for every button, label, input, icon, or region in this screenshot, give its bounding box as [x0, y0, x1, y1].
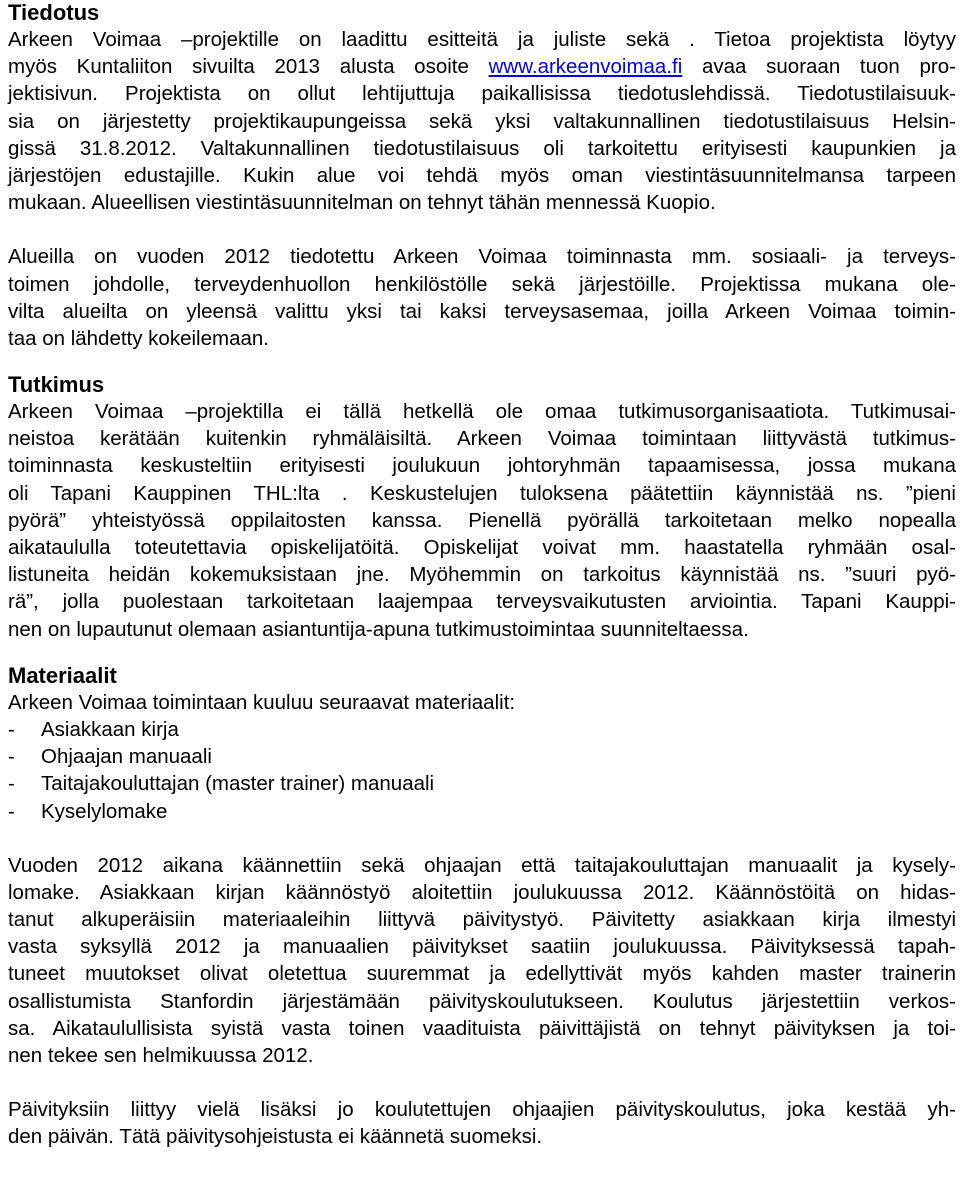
- text-line: mukaan. Alueellisen viestintäsuunnitelman on tehnyt tähän mennessä Kuopio.: [8, 191, 716, 215]
- text-line: rä”, jolla puolestaan tarkoitetaan laajempaa terveysvaikutusten arviointia. Tapani Kauppi-: [8, 590, 956, 614]
- text-line: nen on lupautunut olemaan asiantuntija-apuna tutkimustoimintaa suunniteltaessa.: [8, 617, 749, 641]
- materials-list: [8, 716, 956, 825]
- text-line: Päivityksiin liittyy vielä lisäksi jo koulutettujen ohjaajien päivityskoulutus, joka kestää yh-: [8, 1098, 956, 1122]
- list-item-label: Kyselylomake: [41, 799, 168, 823]
- list-item-label: Asiakkaan kirja: [41, 717, 179, 741]
- paragraph-gap: [8, 216, 956, 243]
- text-segment: myös Kuntaliiton sivuilta 2013 alusta osoite: [8, 55, 489, 79]
- section-title-materiaalit: Materiaalit: [8, 662, 117, 688]
- list-marker: -: [8, 799, 15, 823]
- list-marker: -: [8, 745, 15, 769]
- text-line: sia on järjestetty projektikaupungeissa sekä yksi valtakunnallinen tiedotustilaisuus Helsin-: [8, 109, 956, 133]
- text-line: Arkeen Voimaa –projektilla ei tällä hetkellä ole omaa tutkimusorganisaatiota. Tutkimusai-: [8, 400, 956, 424]
- text-line: gissä 31.8.2012. Valtakunnallinen tiedotustilaisuus oli tarkoitettu erityisesti kaupunkien ja: [8, 136, 956, 160]
- text-line: oli Tapani Kauppinen THL:lta . Keskustelujen tuloksena päätettiin käynnistää ns. ”pieni: [8, 481, 956, 505]
- document-page: [8, 0, 956, 1151]
- list-item: [8, 743, 956, 770]
- text-line: den päivän. Tätä päivitysohjeistusta ei käännetä suomeksi.: [8, 1125, 543, 1149]
- text-line: toiminnasta keskusteltiin erityisesti joulukuun johtoryhmän tapaamisessa, jossa mukana: [8, 454, 956, 478]
- tiedotus-paragraph-1: [8, 26, 956, 216]
- text-segment: avaa suoraan tuon pro-: [682, 55, 956, 79]
- text-line: vilta alueilta on yleensä valittu yksi tai kaksi terveysasemaa, joilla Arkeen Voimaa toimin-: [8, 299, 956, 323]
- text-line: taa on lähdetty kokeilemaan.: [8, 326, 269, 350]
- section-gap: [8, 352, 956, 372]
- list-marker: -: [8, 772, 15, 796]
- tutkimus-paragraph-1: [8, 398, 956, 643]
- text-line: Arkeen Voimaa –projektille on laadittu esitteitä ja juliste sekä . Tietoa projektista löytyy: [8, 28, 956, 51]
- materiaalit-paragraph-3: [8, 1096, 956, 1150]
- materiaalit-paragraph-2: [8, 852, 956, 1070]
- list-item: [8, 798, 956, 825]
- text-line: vasta syksyllä 2012 ja manuaalien päivitykset saatiin joulukuussa. Päivityksessä tapah-: [8, 935, 956, 959]
- text-line: sa. Aikataulullisista syistä vasta toinen vaadituista päivittäjistä on tehnyt päivityksen ja toi-: [8, 1016, 956, 1040]
- text-line: järjestöjen edustajille. Kukin alue voi tehdä myös oman viestintäsuunnitelmansa tarpeen: [8, 163, 956, 187]
- text-line: aikataululla toteutettavia opiskelijatöitä. Opiskelijat voivat mm. haastatella ryhmään osal-: [8, 536, 956, 559]
- materiaalit-intro: Arkeen Voimaa toimintaan kuuluu seuraavat materiaalit:: [8, 690, 516, 714]
- text-line: lomake. Asiakkaan kirjan käännöstyö aloitettiin joulukuussa 2012. Käännöstöitä on hidas-: [8, 880, 956, 904]
- text-line: jektisivun. Projektista on ollut lehtijuttuja paikallisissa tiedotuslehdissä. Tiedotustilaisuuk-: [8, 82, 956, 106]
- section-title-tutkimus: Tutkimus: [8, 372, 105, 398]
- paragraph-gap: [8, 1069, 956, 1096]
- website-link[interactable]: www.arkeenvoimaa.fi: [488, 55, 683, 79]
- text-line: pyörä” yhteistyössä oppilaitosten kanssa. Pienellä pyörällä tarkoitetaan melko nopealla: [8, 508, 956, 532]
- list-item-label: Taitajakouluttajan (master trainer) manuaali: [41, 772, 435, 796]
- text-line: toimen johdolle, terveydenhuollon henkilöstölle sekä järjestöille. Projektissa mukana ole-: [8, 272, 956, 296]
- text-line: nen tekee sen helmikuussa 2012.: [8, 1044, 314, 1067]
- text-line: listuneita heidän kokemuksistaan jne. Myöhemmin on tarkoitus käynnistää ns. ”suuri pyö-: [8, 563, 956, 587]
- text-line-with-link: [8, 53, 956, 80]
- text-line: osallistumista Stanfordin järjestämään päivityskoulutukseen. Koulutus järjestettiin verkos-: [8, 989, 956, 1013]
- text-line: neistoa kerätään kuitenkin ryhmäläisiltä. Arkeen Voimaa toimintaan liittyvästä tutkimus-: [8, 427, 956, 451]
- tiedotus-paragraph-2: [8, 243, 956, 352]
- text-line: tuneet muutokset olivat oletettua suuremmat ja edellyttivät myös kahden master trainerin: [8, 962, 956, 986]
- list-marker: -: [8, 717, 15, 741]
- section-title-tiedotus: Tiedotus: [8, 0, 100, 25]
- text-line: Alueilla on vuoden 2012 tiedotettu Arkeen Voimaa toiminnasta mm. sosiaali- ja terveys-: [8, 245, 956, 269]
- list-item-label: Ohjaajan manuaali: [41, 745, 212, 769]
- paragraph-gap: [8, 825, 956, 852]
- text-line: Vuoden 2012 aikana käännettiin sekä ohjaajan että taitajakouluttajan manuaalit ja kysely-: [8, 853, 956, 877]
- list-item: [8, 770, 956, 797]
- section-gap: [8, 643, 956, 663]
- list-item: [8, 716, 956, 743]
- text-line: tanut alkuperäisiin materiaaleihin liittyvä päivitystyö. Päivitetty asiakkaan kirja ilmestyi: [8, 908, 956, 932]
